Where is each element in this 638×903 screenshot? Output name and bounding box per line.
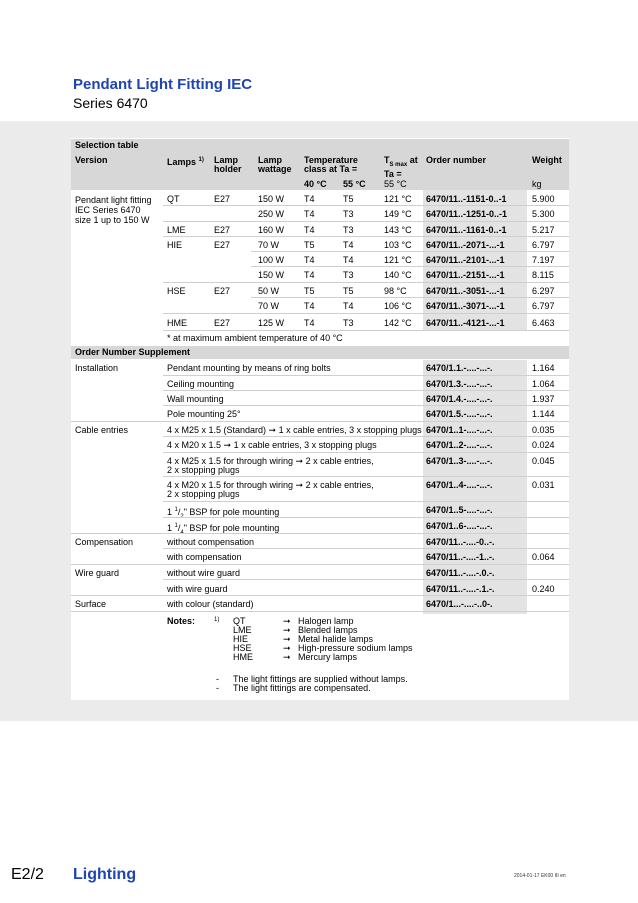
order-number: 6470/1.4.-....-...-.	[426, 394, 493, 404]
option-description: 4 x M20 x 1.5 ➞ 1 x cable entries, 3 x stopping plugs	[167, 440, 377, 450]
notes-label: Notes:	[167, 616, 196, 626]
order-number: 6470/11..-2101-...-1	[426, 255, 505, 265]
notes-superscript: 1)	[214, 617, 220, 623]
temp-class-55: T3	[343, 270, 354, 280]
option-description: with wire guard	[167, 584, 228, 594]
lamp-holder: E27	[214, 225, 231, 235]
lamp-holder: E27	[214, 286, 231, 296]
arrow-right-icon: ➞	[283, 625, 291, 635]
order-number: 6470/11..-2151-...-1	[426, 270, 505, 280]
order-number: 6470/1.3.-....-...-.	[426, 379, 493, 389]
arrow-right-icon: ➞	[283, 616, 291, 626]
option-description: Pole mounting 25°	[167, 409, 241, 419]
ts-max: 140 °C	[384, 270, 412, 280]
order-number: 6470/1..2-....-...-.	[426, 440, 493, 450]
note-lamp-description: Metal halide lamps	[298, 634, 374, 644]
note-lamp-code: HSE	[233, 643, 252, 653]
ts-max: 106 °C	[384, 301, 412, 311]
order-number: 6470/11..-....-1..-.	[426, 552, 495, 562]
col-holder: Lamp holder	[214, 155, 242, 174]
lamp-type: HSE	[167, 286, 186, 296]
group-compensation: Compensation	[75, 537, 134, 547]
ts-max: 98 °C	[384, 286, 407, 296]
order-number: 6470/1.1.-....-...-.	[426, 363, 493, 373]
lamp-type: HIE	[167, 240, 183, 250]
order-number: 6470/11..-....-0..-.	[426, 537, 495, 547]
temp-class-55: T3	[343, 225, 354, 235]
weight: 1.064	[532, 379, 555, 389]
col-lamps: Lamps $^{1)}$	[167, 157, 204, 167]
option-description: 1 $^1/_4$" BSP for pole mounting	[167, 523, 280, 536]
weight: 0.035	[532, 425, 555, 435]
option-description: with colour (standard)	[167, 599, 254, 609]
order-number: 6470/11..-4121-...-1	[426, 318, 505, 328]
option-description: Pendant mounting by means of ring bolts	[167, 363, 331, 373]
temp-class-40: T4	[304, 225, 315, 235]
group-wire-guard: Wire guard	[75, 568, 120, 578]
temp-class-55: T4	[343, 240, 354, 250]
order-number: 6470/11..-....-.1.-.	[426, 584, 495, 594]
lamp-wattage: 150 W	[258, 194, 285, 204]
col-weight: Weight	[532, 155, 562, 165]
temp-class-40: T4	[304, 301, 315, 311]
ts-max: 121 °C	[384, 194, 412, 204]
order-number: 6470/1..6-....-...-.	[426, 521, 493, 531]
temp-class-40: T4	[304, 209, 315, 219]
section-title: Lighting	[73, 866, 137, 883]
option-description: 4 x M25 x 1.5 for through wiring ➞ 2 x cable entries, 2 x stopping plugs	[167, 456, 374, 475]
ts-max: 149 °C	[384, 209, 412, 219]
lamp-wattage: 70 W	[258, 240, 280, 250]
page-subtitle: Series 6470	[73, 95, 148, 111]
temp-class-40: T4	[304, 255, 315, 265]
col-ts-max: $T_{S max}$ at Ta =	[384, 155, 418, 179]
lamp-wattage: 150 W	[258, 270, 285, 280]
weight: 8.115	[532, 270, 554, 280]
arrow-right-icon: ➞	[283, 643, 291, 653]
page-title: Pendant Light Fitting IEC	[73, 76, 253, 93]
col-temperature: Temperature class at Ta =	[304, 155, 358, 174]
lamp-type: LME	[167, 225, 186, 235]
bullet-dash: -	[216, 683, 219, 693]
page-number: E2/2	[11, 866, 44, 883]
ts-max: 121 °C	[384, 255, 412, 265]
lamp-holder: E27	[214, 240, 231, 250]
temp-class-55: T5	[343, 194, 354, 204]
ts-max: 143 °C	[384, 225, 412, 235]
order-number: 6470/11..-....-.0.-.	[426, 568, 495, 578]
option-description: without compensation	[167, 537, 255, 547]
lamp-wattage: 125 W	[258, 318, 285, 328]
order-number: 6470/11..-1251-0..-1	[426, 209, 508, 219]
weight: 6.797	[532, 240, 555, 250]
arrow-right-icon: ➞	[283, 652, 291, 662]
weight: 6.463	[532, 318, 555, 328]
temp-class-55: T3	[343, 318, 354, 328]
weight: 0.064	[532, 552, 555, 562]
temp-class-40: T4	[304, 270, 315, 280]
note-lamp-code: QT	[233, 616, 246, 626]
order-number: 6470/1..3-....-...-.	[426, 456, 493, 466]
temp-class-55: T3	[343, 209, 354, 219]
option-description: 4 x M20 x 1.5 for through wiring ➞ 2 x cable entries, 2 x stopping plugs	[167, 480, 374, 499]
weight: 1.937	[532, 394, 555, 404]
col-version: Version	[75, 155, 108, 165]
option-description: Wall mounting	[167, 394, 224, 404]
subhead-ts-55c: 55 °C	[384, 179, 407, 189]
order-number: 6470/1..1-....-...-.	[426, 425, 493, 435]
note-lamp-description: High-pressure sodium lamps	[298, 643, 413, 653]
order-number: 6470/1...-....-..0-.	[426, 599, 493, 609]
weight: 5.217	[532, 225, 555, 235]
group-cable-entries: Cable entries	[75, 425, 129, 435]
col-wattage: Lamp wattage	[258, 155, 292, 174]
col-order-number: Order number	[426, 155, 487, 165]
section-heading-bar	[71, 139, 569, 151]
order-number: 6470/1..5-....-...-.	[426, 505, 493, 515]
temp-class-40: T5	[304, 286, 315, 296]
weight: 6.797	[532, 301, 555, 311]
order-number: 6470/11..-2071-...-1	[426, 240, 505, 250]
ts-max: 142 °C	[384, 318, 412, 328]
temp-class-40: T4	[304, 194, 315, 204]
order-number: 6470/11..-3071-...-1	[426, 301, 505, 311]
footnote-max-temp: * at maximum ambient temperature of 40 °C	[167, 333, 343, 343]
supplement-heading: Order Number Supplement	[75, 347, 191, 357]
weight: 7.197	[532, 255, 555, 265]
note-lamp-code: HME	[233, 652, 253, 662]
lamp-type: HME	[167, 318, 187, 328]
document-code: 2014-01-17 EK00 III en	[514, 873, 566, 879]
temp-class-55: T4	[343, 255, 354, 265]
group-installation: Installation	[75, 363, 119, 373]
option-description: 4 x M25 x 1.5 (Standard) ➞ 1 x cable entries, 3 x stopping plugs	[167, 425, 422, 435]
weight: 1.144	[532, 409, 555, 419]
temp-class-40: T4	[304, 318, 315, 328]
lamp-wattage: 160 W	[258, 225, 285, 235]
temp-class-55: T4	[343, 301, 354, 311]
temp-class-40: T5	[304, 240, 315, 250]
subhead-55c: 55 °C	[343, 179, 366, 189]
lamp-type: QT	[167, 194, 180, 204]
ts-max: 103 °C	[384, 240, 412, 250]
weight: 6.297	[532, 286, 555, 296]
lamp-holder: E27	[214, 318, 231, 328]
option-description: Ceiling mounting	[167, 379, 235, 389]
note-text: The light fittings are supplied without lamps.	[233, 674, 408, 684]
note-text: The light fittings are compensated.	[233, 683, 371, 693]
bullet-dash: -	[216, 674, 219, 684]
order-number: 6470/1..4-....-...-.	[426, 480, 493, 490]
arrow-right-icon: ➞	[283, 634, 291, 644]
note-lamp-description: Halogen lamp	[298, 616, 354, 626]
weight: 0.240	[532, 584, 555, 594]
note-lamp-code: HIE	[233, 634, 249, 644]
version-description: Pendant light fitting IEC Series 6470 size 1 up to 150 W	[75, 195, 152, 225]
lamp-wattage: 70 W	[258, 301, 280, 311]
order-number: 6470/11..-3051-...-1	[426, 286, 505, 296]
order-number: 6470/11..-1161-0..-1	[426, 225, 507, 235]
temp-class-55: T5	[343, 286, 354, 296]
option-description: with compensation	[167, 552, 242, 562]
group-surface: Surface	[75, 599, 107, 609]
weight: 5.900	[532, 194, 555, 204]
note-lamp-description: Mercury lamps	[298, 652, 358, 662]
lamp-wattage: 50 W	[258, 286, 280, 296]
lamp-wattage: 100 W	[258, 255, 285, 265]
weight: 0.031	[532, 480, 555, 490]
subhead-kg: kg	[532, 179, 542, 189]
lamp-wattage: 250 W	[258, 209, 285, 219]
subhead-40c: 40 °C	[304, 179, 327, 189]
selection-heading: Selection table	[75, 140, 139, 150]
note-lamp-code: LME	[233, 625, 252, 635]
note-lamp-description: Blended lamps	[298, 625, 358, 635]
weight: 1.164	[532, 363, 555, 373]
option-description: without wire guard	[167, 568, 241, 578]
option-description: 1 $^1/_2$" BSP for pole mounting	[167, 507, 280, 520]
weight: 5.300	[532, 209, 555, 219]
order-number: 6470/11..-1151-0..-1	[426, 194, 507, 204]
lamp-holder: E27	[214, 194, 231, 204]
weight: 0.024	[532, 440, 555, 450]
weight: 0.045	[532, 456, 555, 466]
order-number: 6470/1.5.-....-...-.	[426, 409, 493, 419]
